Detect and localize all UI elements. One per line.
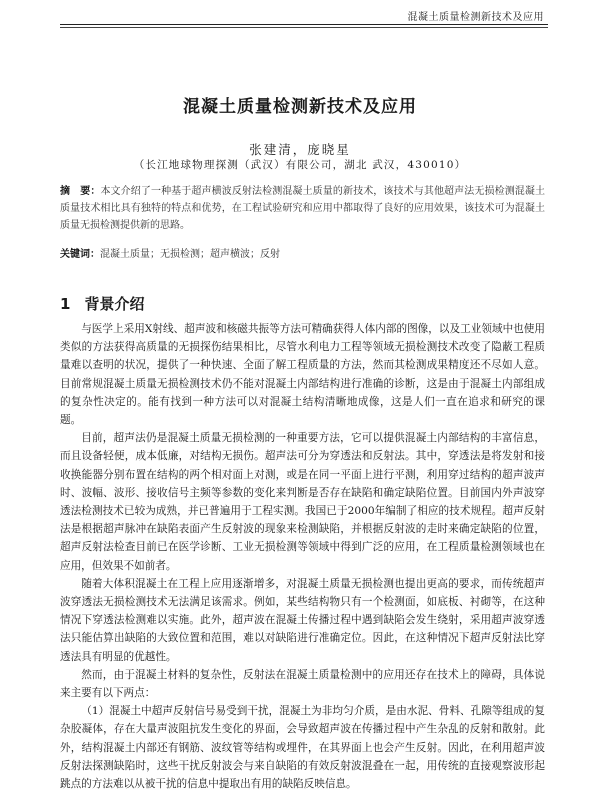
section-body: [60, 320, 545, 793]
affiliation: （长江地球物理探测（武汉）有限公司，湖北 武汉，430010）: [133, 159, 467, 171]
section-number: 1: [60, 295, 71, 313]
running-head: 混凝土质量检测新技术及应用: [407, 12, 544, 23]
body-paragraph: （1）混凝土中超声反射信号易受到干扰，混凝土为非均匀介质，是由水泥、骨料、孔隙等组成的复杂胶凝体，存在大量声波阻抗发生变化的界面，会导致超声波在传播过程中产生杂乱的反射和散射。此外，结构混凝土内部还有钢筋、波纹管等结构或埋件，在其界面上也会产生反射。因此，在利用超声波反射法探测缺陷时，这些干扰反射波会与来自缺陷的有效反射波混叠在一起，用传统的直接观察波形起跳点的方法难以从被干扰的信息中提取出有用的缺陷反映信息。: [60, 705, 545, 791]
abstract-text: 本文介绍了一种基于超声横波反射法检测混凝土质量的新技术，该技术与其他超声法无损检测混凝土质量技术相比具有独特的特点和优势，在工程试验研究和应用中都取得了良好的应用效果，该技术可为混凝土质量无损检测提供新的思路。: [60, 186, 546, 231]
abstract-label: 摘 要：: [60, 186, 101, 197]
keywords: [60, 246, 545, 263]
section-title: 背景介绍: [84, 295, 145, 313]
body-paragraph: 随着大体积混凝土在工程上应用逐渐增多，对混凝土质量无损检测也提出更高的要求，而传统超声波穿透法无损检测技术无法满足该需求。例如，某些结构物只有一个检测面，如底板、衬砌等，在这种情况下穿透法检测难以实施。此外，超声波在混凝土传播过程中遇到缺陷会发生绕射，采用超声波穿透法只能估算出缺陷的大致位置和范围，难以对缺陷进行准确定位。因此，在这种情况下超声反射法比穿透法具有明显的优越性。: [60, 577, 545, 663]
keywords-text: 混凝土质量；无损检测；超声横波；反射: [100, 249, 280, 260]
keywords-label: 关键词：: [60, 249, 100, 260]
abstract: [60, 183, 545, 234]
body-paragraph: 目前，超声法仍是混凝土质量无损检测的一种重要方法，它可以提供混凝土内部结构的丰富信息，而且设备轻便，成本低廉，对结构无损伤。超声法可分为穿透法和反射法。其中，穿透法是将发射和接收换能器分别布置在结构的两个相对面上对测，或是在同一平面上进行平测，利用穿过结构的超声波声时、波幅、波形、接收信号主频等参数的变化来判断是否存在缺陷和确定缺陷位置。目前国内外声波穿透法检测技术已较为成熟，并已普遍用于工程实测。我国已于2000年编制了相应的技术规程。超声反射法是根据超声脉冲在缺陷表面产生反射波的现象来检测缺陷，并根据反射波的走时来确定缺陷的位置，超声反射法检查目前已在医学诊断、工业无损检测等领域中得到广泛的应用，在工程质量检测领域也在应用，但效果不如前者。: [60, 432, 545, 572]
paper-title: 混凝土质量检测新技术及应用: [183, 97, 417, 117]
header-rule-thin: [60, 27, 548, 28]
authors: 张建清，庞晓星: [249, 142, 351, 157]
body-paragraph: 然而，由于混凝土材料的复杂性，反射法在混凝土质量检测中的应用还存在技术上的障碍，具体说来主要有以下两点：: [60, 668, 545, 700]
header-rule: [60, 24, 548, 25]
body-paragraph: 与医学上采用X射线、超声波和核磁共振等方法可精确获得人体内部的图像，以及工业领域中也使用类似的方法获得高质量的无损探伤结果相比，尽管水利电力工程等领域无损检测技术改变了隐蔽工程质量难以查明的状况，提供了一种快速、全面了解工程质量的方法，然而其检测成果精度还不尽如人意。目前常规混凝土质量无损检测技术仍不能对混凝土内部结构进行准确的诊断，这是由于混凝土内部组成的复杂性决定的。能有找到一种方法可以对混凝土结构清晰地成像，这是人们一直在追求和研究的课题。: [60, 323, 545, 427]
section-heading: [60, 293, 144, 314]
